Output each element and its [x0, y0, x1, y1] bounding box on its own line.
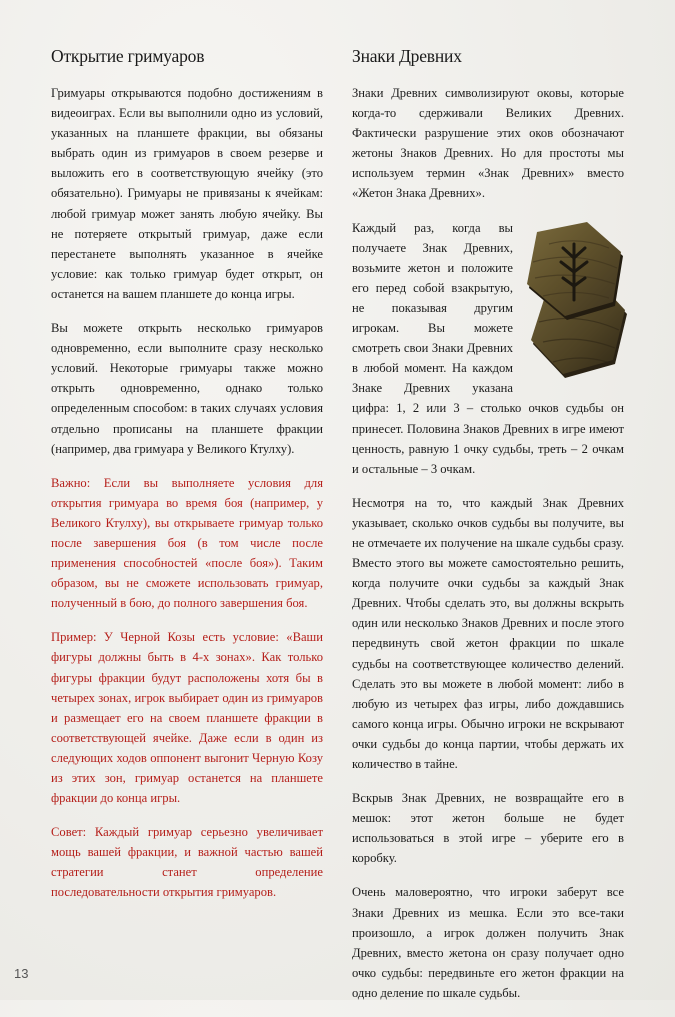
example-note: Пример: У Черной Козы есть условие: «Ваши фигуры должны быть в 4-х зонах». Как только фигуры фракции будут расположены хотя бы в четырех зонах, игрок выбирает один из гримуаров и размещает его на своем планшете фракции в соответствующей ячейке. Даже если в один из следующих ходов оппонент выгонит Черную Козу из этих зон, гримуар останется на планшете фракции до конца игры.: [51, 630, 323, 806]
important-note: Важно: Если вы выполняете условия для открытия гримуара во время боя (например, у Великого Ктулху), вы открываете гримуар только после завершения боя (в том числе после применения способностей «после боя»). Таким образом, вы не сможете использовать гримуар, полученный в бою, до полного завершения боя.: [51, 475, 323, 611]
left-column: [51, 46, 323, 917]
paragraph: Вскрыв Знак Древних, не возвращайте его в мешок: этот жетон больше не будет использоваться в этой игре – уберите его в коробку.: [352, 791, 624, 866]
section-title-elder-signs: Знаки Древних: [352, 46, 462, 66]
paragraph: Очень маловероятно, что игроки заберут все Знаки Древних из мешка. Если это все-таки произошло, а игрок должен получить Знак Древних, вместо жетона он сразу получает одно очко судьбы: передвиньте его жетон фракции на одно деление по шкале судьбы.: [352, 885, 624, 1000]
paragraph: Каждый раз, когда вы получаете Знак Древних, возьмите жетон и положите его перед собой взакрытую, не показывая другим игрокам. Вы можете смотреть свои Знаки Древних в любой момент. На каждом Знаке Древних указана цифра: 1, 2 или 3 – столько очков судьбы он принесет. Половина Знаков Древних в игре имеют ценность, равную 1 очку судьбы, треть – 2 очкам и остальные – 3 очкам.: [352, 220, 624, 476]
tip-note: Совет: Каждый гримуар серьезно увеличивает мощь вашей фракции, и важной частью вашей стратегии станет определение последовательности открытия гримуаров.: [51, 825, 323, 900]
section-title-grimoires: Открытие гримуаров: [51, 46, 205, 66]
paragraph: Вы можете открыть несколько гримуаров одновременно, если выполните сразу несколько условий. Некоторые гримуары также можно открыть одновременно, однако только определенным способом: в таких случаях условия отдельно прописаны на планшете фракции (например, два гримуара у Великого Ктулху).: [51, 321, 323, 456]
paragraph: Гримуары открываются подобно достижениям в видеоиграх. Если вы выполнили одно из условий, указанных на планшете фракции, вы обязаны выбрать один из гримуаров в своем резерве и выложить его в соответствующую ячейку (это обязательно). Гримуары не привязаны к ячейкам: любой гримуар может занять любую ячейку. Вы не потеряете открытый гримуар, даже если перестанете выполнять указанное в ячейке условие: как только гримуар будет открыт, он останется на вашем планшете до конца игры.: [51, 86, 323, 301]
paragraph: Несмотря на то, что каждый Знак Древних указывает, сколько очков судьбы вы получите, вы не отмечаете их получение на шкале судьбы сразу. Вместо этого вы можете самостоятельно решить, когда получите очки судьбы за каждый Знак Древних. Чтобы сделать это, вы должны вскрыть один или несколько Знаков Древних и после этого передвинуть свой жетон фракции по шкале судьбы на соответствующее количество делений. Сделать это вы можете в любой момент: либо в любую из четырех фаз игры, либо дождавшись самого конца игры. Обычно игроки не вскрывают очки судьбы до конца партии, чтобы держать их количество в тайне.: [352, 495, 624, 771]
paragraph: Знаки Древних символизируют оковы, которые когда-то сдерживали Великих Древних. Фактически разрушение этих оков обозначают жетоны Знаков Древних. Но для простоты мы используем термин «Знак Древних» вместо «Жетон Знака Древних».: [352, 86, 624, 201]
right-column: [352, 46, 624, 1017]
page-number: 13: [14, 966, 29, 981]
elder-sign-token-icon: [519, 222, 631, 390]
elder-sign-tokens-image: [519, 222, 631, 390]
